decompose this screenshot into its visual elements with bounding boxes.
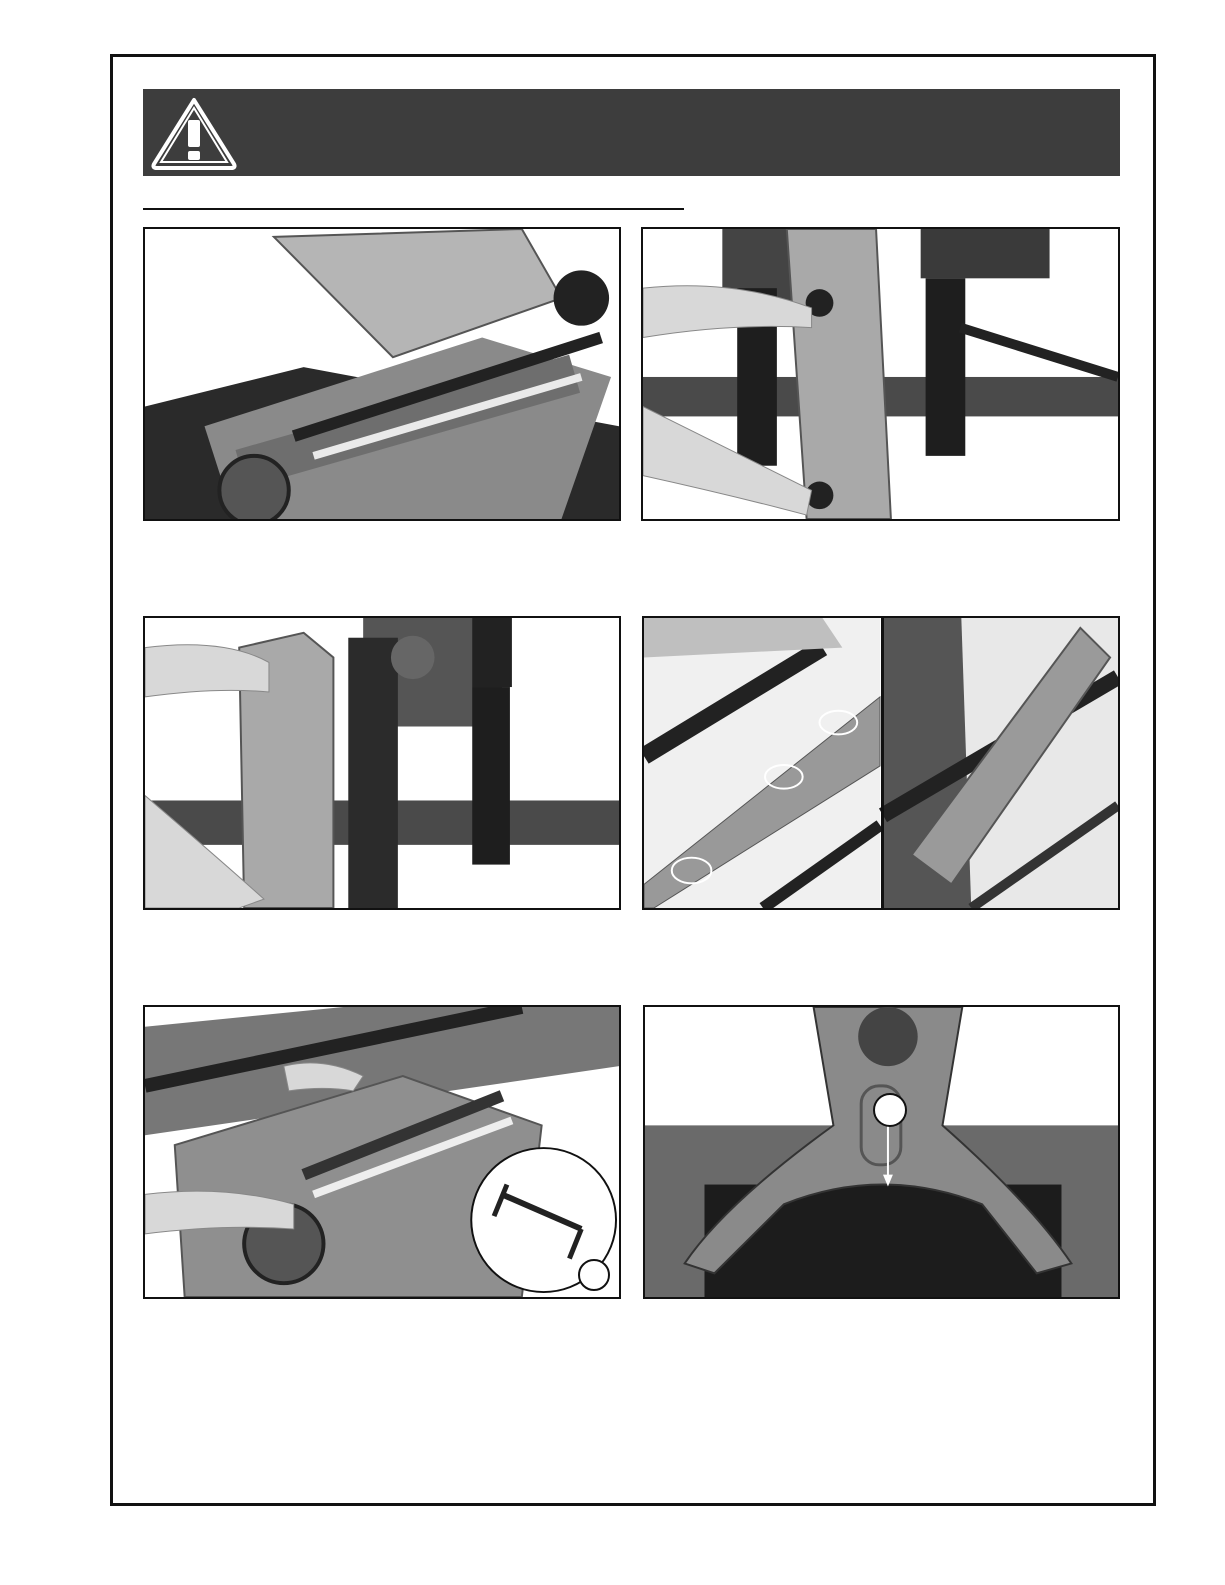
figure-5-callout (578, 1259, 610, 1291)
figure-1-photo (143, 227, 621, 521)
figure-5-photo (143, 1005, 621, 1299)
figure-4-photo (642, 616, 1120, 910)
warning-banner (143, 89, 1120, 176)
figure-3-photo (143, 616, 621, 910)
figure-2-photo (641, 227, 1120, 521)
section-underline (143, 208, 684, 210)
figure-4-divider (881, 618, 884, 908)
figure-6-photo (643, 1005, 1120, 1299)
warning-triangle-icon (150, 96, 238, 170)
figure-6-callout (873, 1093, 907, 1127)
